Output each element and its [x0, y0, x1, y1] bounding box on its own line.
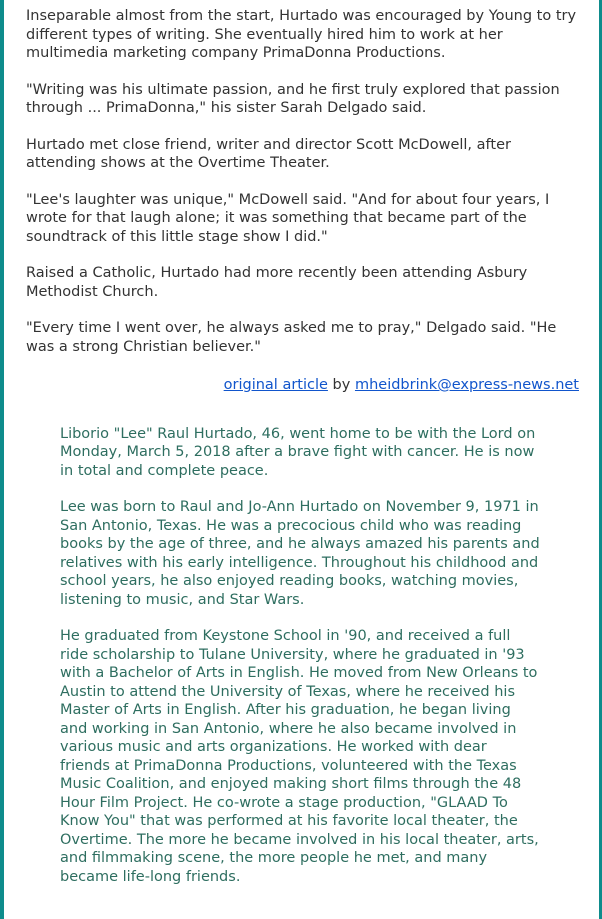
author-email-link[interactable]: mheidbrink@express-news.net — [354, 377, 579, 393]
article-paragraph: "Writing was his ultimate passion, and he first truly explored that passion through ... PrimaDonna," his sister Sarah Delgado said. — [26, 81, 560, 116]
obituary-paragraph: Lee was born to Raul and Jo-Ann Hurtado on November 9, 1971 in San Antonio, Texas. He was a precocious child who was reading books by the age of three, and he always amazed his parents and relatives with his early intelligence. Throughout his childhood and school years, he also enjoyed reading books, watching movies, listening to music, and Star Wars. — [60, 499, 540, 608]
article-paragraph: Inseparable almost from the start, Hurtado was encouraged by Young to try different types of writing. She eventually hired him to work at her multimedia marketing company PrimaDonna Productions. — [26, 8, 577, 61]
attribution-by-text: by — [327, 377, 355, 393]
article-paragraph: Hurtado met close friend, writer and director Scott McDowell, after attending shows at the Overtime Theater. — [26, 136, 511, 171]
obituary-paragraph: Liborio "Lee" Raul Hurtado, 46, went home to be with the Lord on Monday, March 5, 2018 after a brave fight with cancer. He is now in total and complete peace. — [60, 425, 536, 479]
article-paragraph: Raised a Catholic, Hurtado had more recently been attending Asbury Methodist Church. — [26, 265, 528, 300]
article-paragraph: "Every time I went over, he always asked me to pray," Delgado said. "He was a strong Christian believer." — [26, 320, 557, 355]
original-article-link[interactable]: original article — [223, 377, 328, 393]
obituary-paragraph: He graduated from Keystone School in '90, and received a full ride scholarship to Tulane University, where he graduated in '93 with a Bachelor of Arts in English. He moved from New Orleans to Austin to attend the University of Texas, where he received his Master of Arts in English. After his graduation, he began living and working in San Antonio, where he also became involved in various music and arts organizations. He worked with dear friends at PrimaDonna Productions, volunteered with the Texas Music Coalition, and enjoyed making short films through the 48 Hour Film Project. He co-wrote a stage production, "GLAAD To Know You" that was performed at his favorite local theater, the Overtime. The more he became involved in his local theater, arts, and filmmaking scene, the more people he met, and many became life-long friends. — [60, 628, 539, 885]
article-body — [26, 7, 579, 395]
attribution-line — [26, 376, 579, 395]
quoted-obituary — [60, 425, 541, 887]
article-paragraph: "Lee's laughter was unique," McDowell said. "And for about four years, I wrote for that laugh alone; it was something that became part of the soundtrack of this little stage show I did." — [26, 191, 550, 245]
